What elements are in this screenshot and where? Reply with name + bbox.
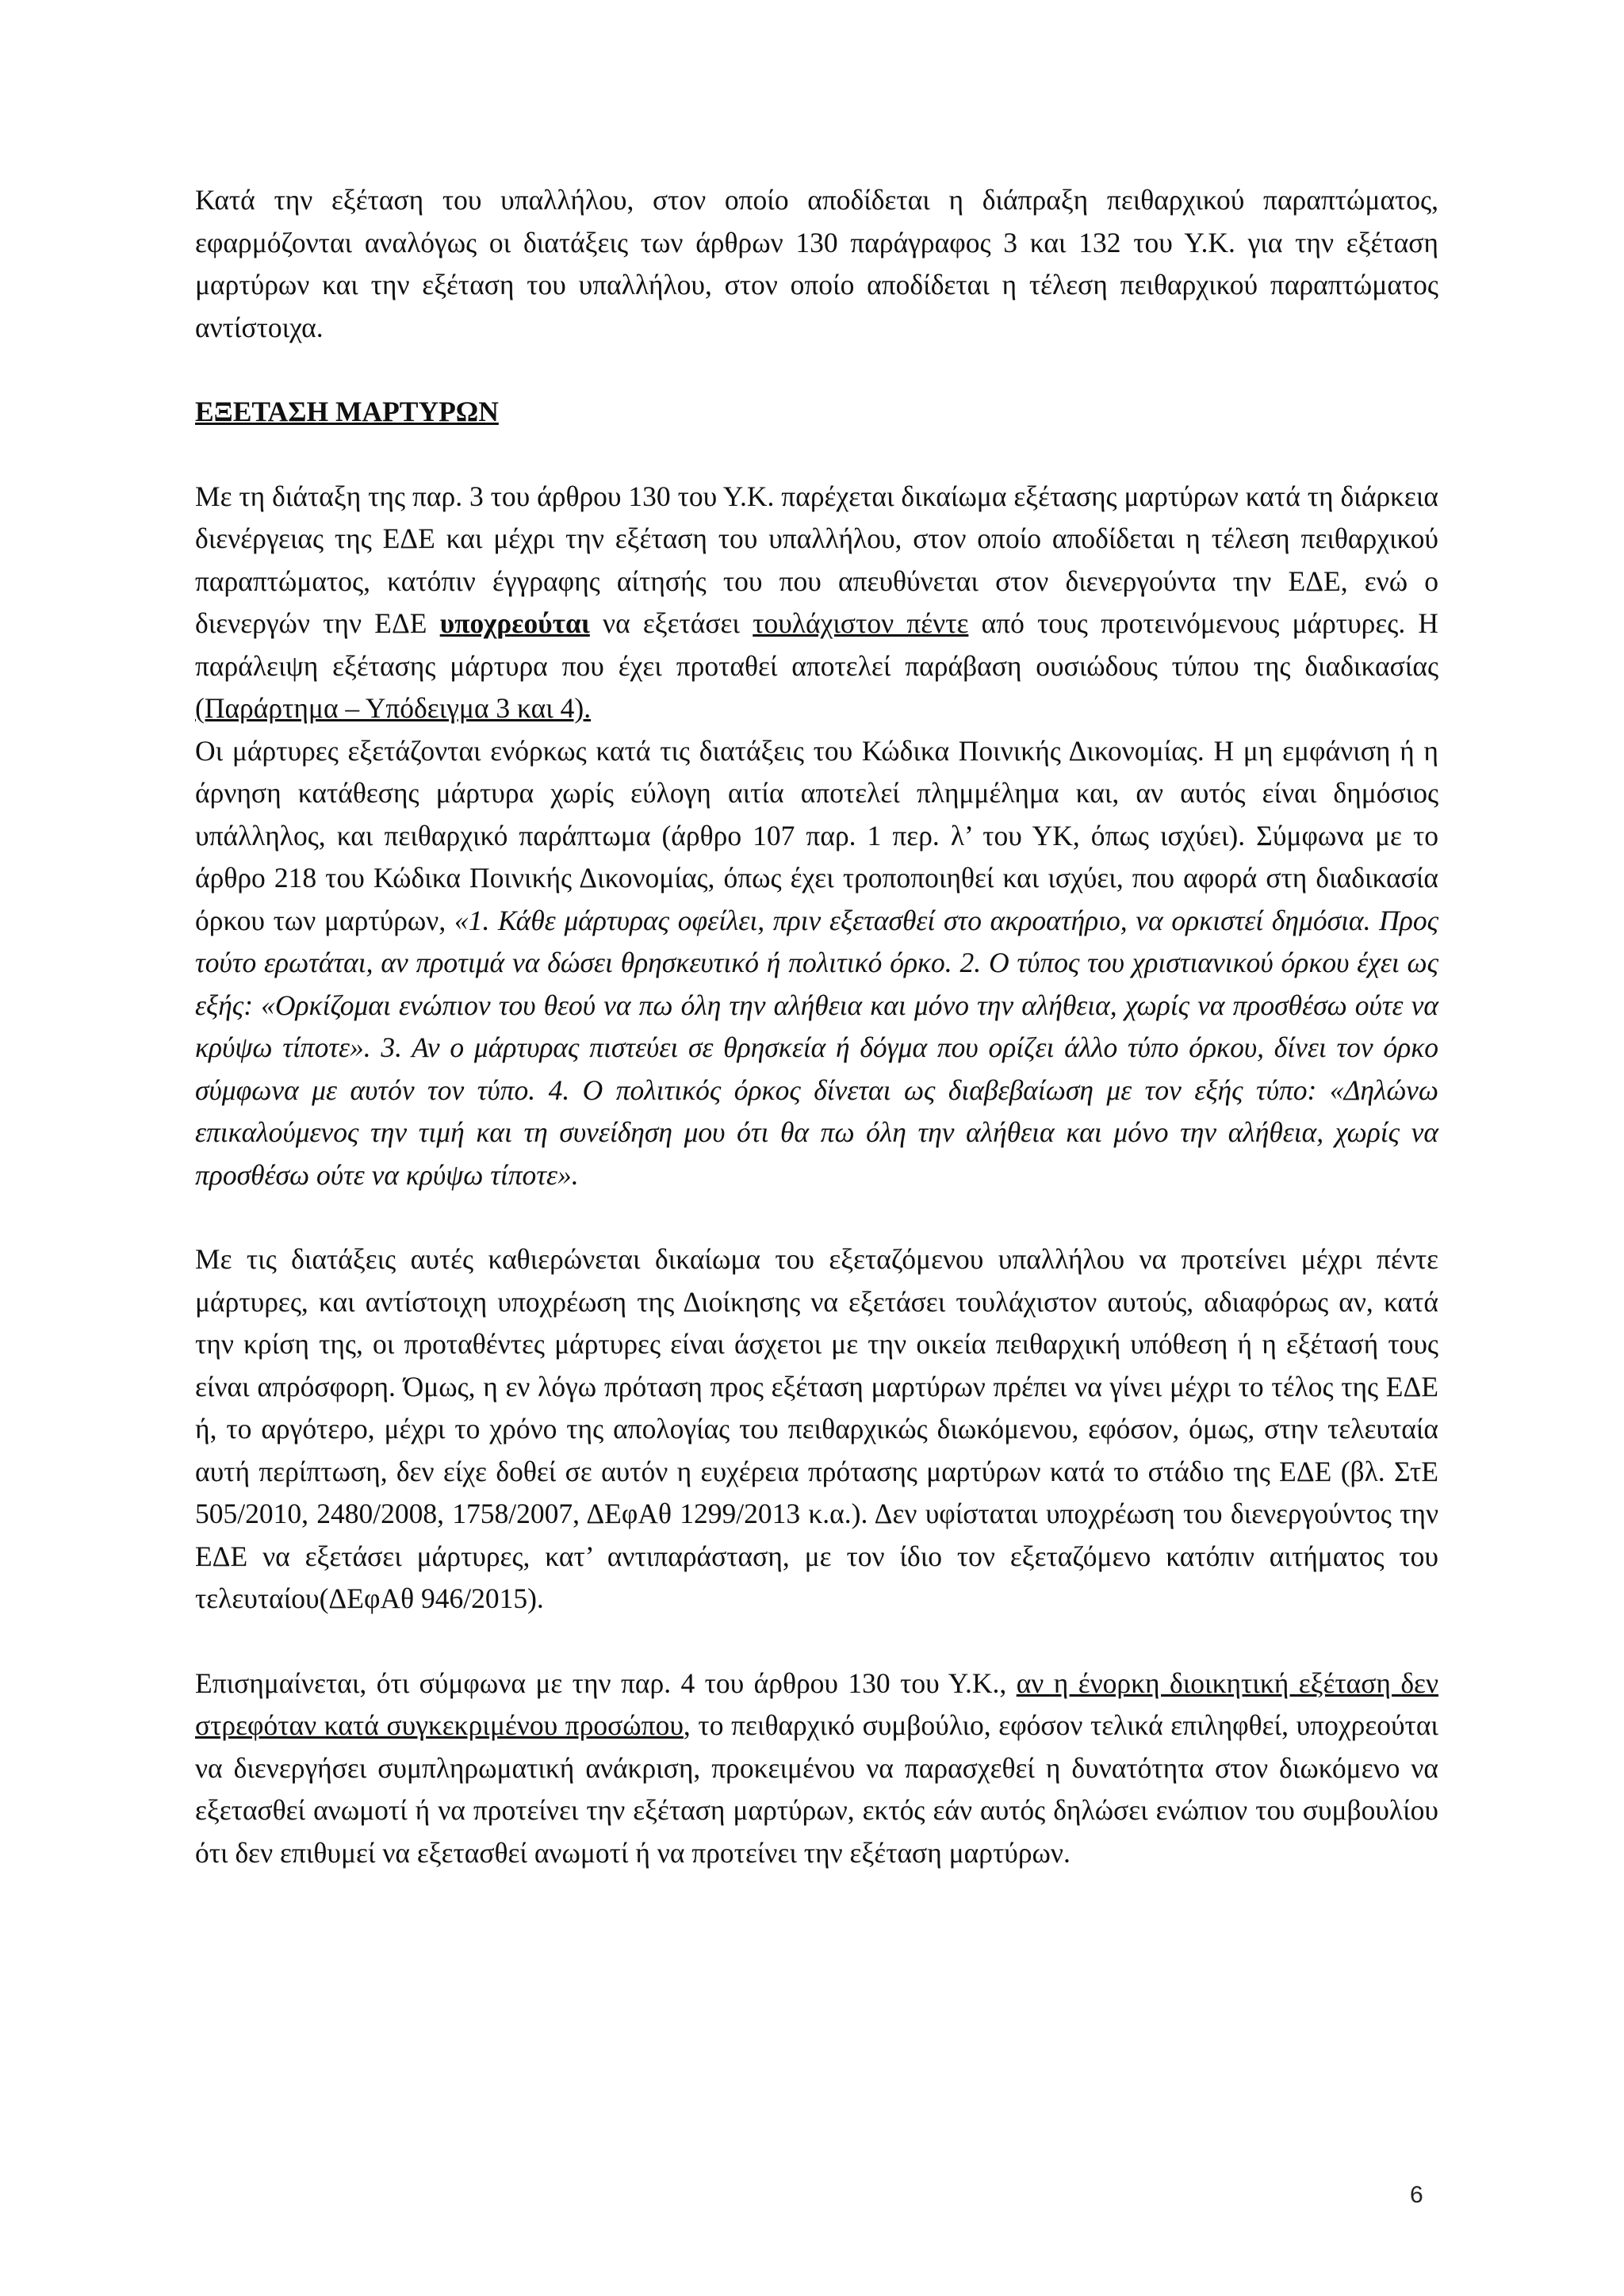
paragraph-supplementary <box>195 1663 1438 1875</box>
paragraph-witness-right-text: Με τη διάταξη της παρ. 3 του άρθρου 130 του Υ.Κ. παρέχεται δικαίωμα εξέτασης μαρτύρων κατά τη διάρκεια διενέργειας της ΕΔΕ και μέχρι την εξέταση του υπαλλήλου, στον οποίο αποδίδεται η τέλεση πειθαρχικού παραπτώματος, κατόπιν έγγραφης αίτησής του που απευθύνεται στον διενεργούντα την ΕΔΕ, ενώ ο διενεργών την ΕΔΕ <box>195 480 1438 639</box>
paragraph-witness-right-text-2: να εξετάσει <box>603 607 740 639</box>
paragraph-provisions-text: Με τις διατάξεις αυτές καθιερώνεται δικαίωμα του εξεταζόμενου υπαλλήλου να προτείνει μέχρι πέντε μάρτυρες, και αντίστοιχη υποχρέωση της Διοίκησης να εξετάσει τουλάχιστον αυτούς, αδιαφόρως αν, κατά την κρίση της, οι προταθέντες μάρτυρες είναι άσχετοι με την οικεία πειθαρχική υπόθεση ή η εξέτασή τους είναι απρόσφορη. Όμως, η εν λόγω πρόταση προς εξέταση μαρτύρων πρέπει να γίνει μέχρι το τέλος της ΕΔΕ ή, το αργότερο, μέχρι το χρόνο της απολογίας του πειθαρχικώς διωκόμενου, εφόσον, όμως, στην τελευταία αυτή περίπτωση, δεν είχε δοθεί σε αυτόν η ευχέρεια πρότασης μαρτύρων κατά το στάδιο της ΕΔΕ (βλ. ΣτΕ 505/2010, 2480/2008, 1758/2007, ΔΕφΑθ 1299/2013 κ.α.). Δεν υφίσταται υποχρέωση του διενεργούντος την ΕΔΕ να εξετάσει μάρτυρες, κατ’ αντιπαράσταση, με τον ίδιο τον εξεταζόμενο κατόπιν αιτήματος του τελευταίου(ΔΕφΑθ 946/2015). <box>195 1243 1438 1614</box>
paragraph-provisions <box>195 1238 1438 1621</box>
paragraph-intro <box>195 179 1438 349</box>
section-heading <box>195 391 1438 434</box>
oath-quote: «1. Κάθε μάρτυρας οφείλει, πριν εξετασθεί στο ακροατήριο, να ορκιστεί δημόσια. Προς τούτο ερωτάται, αν προτιμά να δώσει θρησκευτικό ή πολιτικό όρκο. 2. Ο τύπος του χριστιανικού όρκου έχει ως εξής: «Ορκίζομαι ενώπιον του θεού να πω όλη την αλήθεια και μόνο την αλήθεια, χωρίς να προσθέσω ούτε να κρύψω τίποτε». 3. Αν ο μάρτυρας πιστεύει σε θρησκεία ή δόγμα που ορίζει άλλο τύπο όρκου, δίνει τον όρκο σύμφωνα με αυτόν τον τύπο. 4. Ο πολιτικός όρκος δίνεται ως διαβεβαίωση με τον εξής τύπο: «Δηλώνω επικαλούμενος την τιμή και τη συνείδηση μου ότι θα πω όλη την αλήθεια και μόνο την αλήθεια, χωρίς να προσθέσω ούτε να κρύψω τίποτε». <box>195 904 1438 1191</box>
document-page <box>195 179 1438 1874</box>
page-number: 6 <box>1410 2182 1423 2208</box>
annex-reference: (Παράρτημα – Υπόδειγμα 3 και 4). <box>195 692 592 724</box>
paragraph-supplementary-text: Επισημαίνεται, ότι σύμφωνα με την παρ. 4 του άρθρου 130 του Υ.Κ., <box>195 1667 1007 1699</box>
paragraph-oath <box>195 730 1438 1197</box>
paragraph-witness-right-text-3: από τους προτεινόμενους μάρτυρες. Η παράλειψη εξέτασης μάρτυρα που έχει προταθεί αποτελεί παράβαση ουσιώδους τύπου της διαδικασίας <box>195 607 1439 682</box>
paragraph-witness-right <box>195 476 1438 730</box>
paragraph-intro-text: Κατά την εξέταση του υπαλλήλου, στον οποίο αποδίδεται η διάπραξη πειθαρχικού παραπτώματος, εφαρμόζονται αναλόγως οι διατάξεις των άρθρων 130 παράγραφος 3 και 132 του Υ.Κ. για την εξέταση μαρτύρων και την εξέταση του υπαλλήλου, στον οποίο αποδίδεται η τέλεση πειθαρχικού παραπτώματος αντίστοιχα. <box>195 184 1438 343</box>
spacer <box>195 434 1438 476</box>
emphasis-not-against-person: αν η ένορκη διοικητική εξέταση δεν στρεφόταν κατά συγκεκριμένου προσώπου <box>195 1667 1439 1741</box>
spacer <box>195 1621 1438 1663</box>
spacer <box>195 349 1438 391</box>
paragraph-oath-text: Οι μάρτυρες εξετάζονται ενόρκως κατά τις διατάξεις του Κώδικα Ποινικής Δικονομίας. Η μη εμφάνιση ή η άρνηση κατάθεσης μάρτυρα χωρίς εύλογη αιτία αποτελεί πλημμέλημα και, αν αυτός είναι δημόσιος υπάλληλος, και πειθαρχικό παράπτωμα (άρθρο 107 παρ. 1 περ. λ’ του ΥΚ, όπως ισχύει). Σύμφωνα με το άρθρο 218 του Κώδικα Ποινικής Δικονομίας, όπως έχει τροποποιηθεί και ισχύει, που αφορά στη διαδικασία όρκου των μαρτύρων, <box>195 734 1438 936</box>
emphasis-at-least-five: τουλάχιστον πέντε <box>753 607 969 639</box>
paragraph-supplementary-text-2: , το πειθαρχικό συμβούλιο, εφόσον τελικά επιληφθεί, υποχρεούται να διενεργήσει συμπληρωματική ανάκριση, προκειμένου να παρασχεθεί η δυνατότητα στον διωκόμενο να εξετασθεί ανωμοτί ή να προτείνει την εξέταση μαρτύρων, εκτός εάν αυτός δηλώσει ενώπιον του συμβουλίου ότι δεν επιθυμεί να εξετασθεί ανωμοτί ή να προτείνει την εξέταση μαρτύρων. <box>195 1709 1438 1869</box>
section-heading-text: ΕΞΕΤΑΣΗ ΜΑΡΤΥΡΩΝ <box>195 396 499 427</box>
spacer <box>195 1196 1438 1238</box>
emphasis-obliged: υποχρεούται <box>439 607 590 639</box>
